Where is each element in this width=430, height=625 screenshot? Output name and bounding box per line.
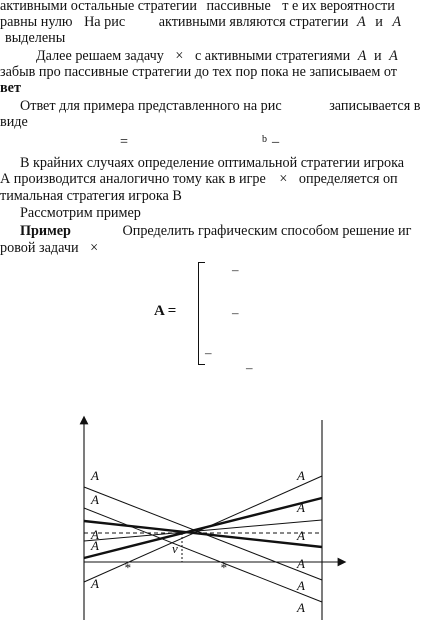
right-label: A [297,468,305,483]
strategy-line-bold [84,498,322,558]
text-span: выделены [5,30,66,46]
text-span: × [279,171,288,187]
text-span: – [272,134,280,150]
matrix-entry: – [232,305,239,320]
right-label: A [297,556,305,571]
text-span: A [392,14,401,30]
text-span: Определить графическим способом решение иг [122,223,412,239]
text-span: активными остальные стратегии [0,0,197,14]
strategy-line [84,520,322,541]
text-span: т е их вероятности [282,0,395,14]
text-span: ровой задачи [0,240,79,256]
text-span: тимальная стратегия игрока В [0,188,182,204]
text-span: × [90,240,99,256]
text-span: Ответ для примера представленного на рис [20,98,282,114]
text-span: Пример [20,223,71,239]
text-span: В крайних случаях определение оптимальной стратегии игрока [20,155,405,171]
text-span: × [175,48,184,64]
text-span: пассивные [206,0,271,14]
text-span: На рис [84,14,126,30]
text-span: виде [0,114,28,130]
text-span: = [120,134,129,150]
text-span: A [389,48,398,64]
text-span: равны нулю [0,14,73,30]
text-span: активными являются стратегии [158,14,349,30]
matrix-entry: – [246,360,253,375]
text-span: определяется оп [298,171,398,187]
text-span: забыв про пассивные стратегии до тех пор пока не записываем от [0,64,397,80]
left-label: A [91,492,99,507]
text-span: вет [0,80,21,96]
matrix-entry: – [205,345,212,360]
strategy-line-bold [84,521,322,547]
strategy-line [84,508,322,602]
star-label: * [220,560,227,575]
right-label: A [297,600,305,615]
text-span: и [375,14,383,30]
text-span: А производится аналогично тому как в игре [0,171,266,187]
left-label: A [91,538,99,553]
text-span: b [262,134,267,145]
matrix-label: A = [154,303,177,319]
v-label: v [172,541,178,556]
left-label: A [91,527,99,542]
left-label: A [91,468,99,483]
right-label: A [297,578,305,593]
matrix-entry: – [232,262,239,277]
left-label: A [91,576,99,591]
text-span: и [374,48,382,64]
text-span: записывается в [329,98,421,114]
text-span: A [356,14,366,30]
text-span: Рассмотрим пример [20,205,141,221]
right-label: A [297,528,305,543]
right-label: A [297,500,305,515]
text-span: с активными стратегиями [194,48,351,64]
text-span: A [357,48,367,64]
text-span: Далее решаем задачу [36,48,164,64]
star-label: * [124,560,131,575]
